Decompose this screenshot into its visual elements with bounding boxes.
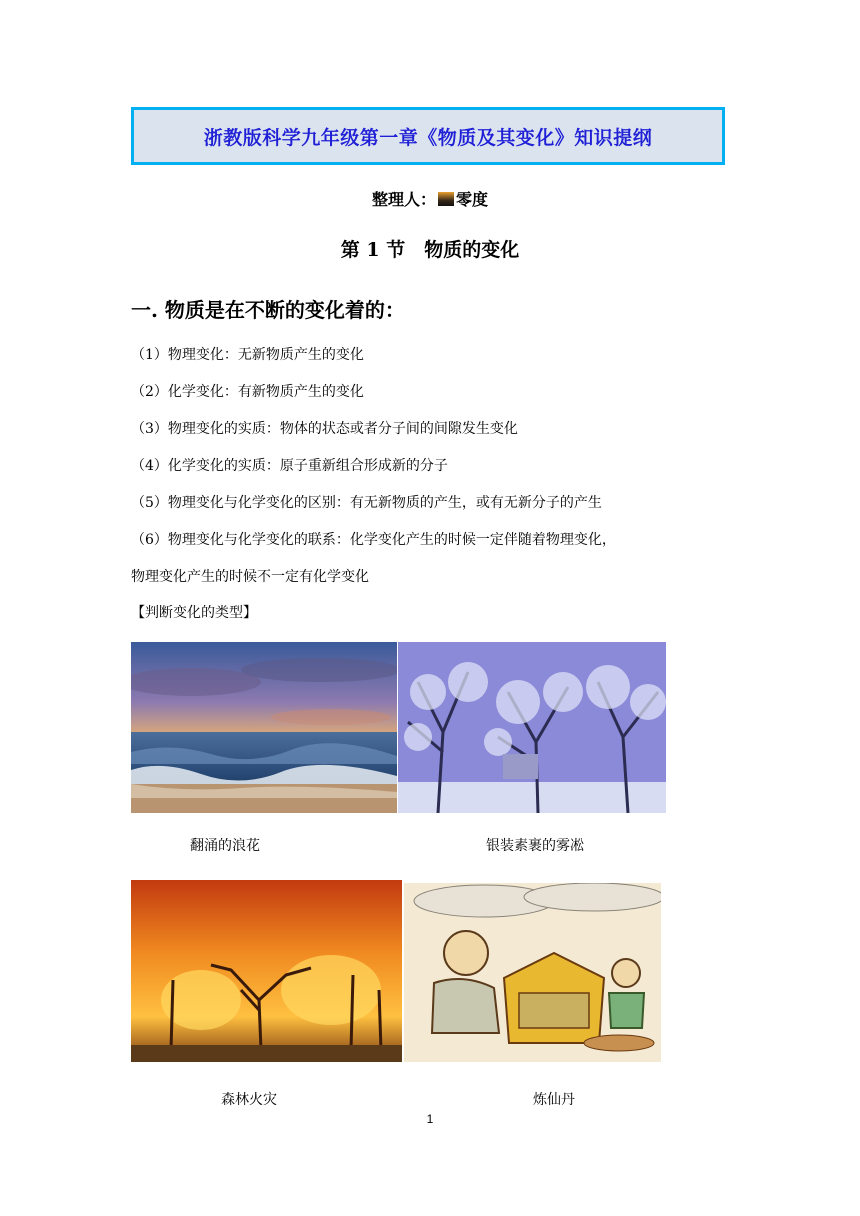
title-box (131, 107, 725, 165)
caption-waves: 翻涌的浪花 (190, 838, 260, 854)
snowy-trees-icon (398, 642, 666, 813)
document-title: 浙教版科学九年级第一章《物质及其变化》知识提纲 (203, 126, 653, 149)
alchemy-image (404, 883, 661, 1062)
author-name: 零度 (456, 190, 489, 209)
list-item: （2）化学变化：有新物质产生的变化 (131, 384, 364, 400)
author-label: 整理人： (371, 190, 436, 209)
snowy-trees-image (398, 642, 666, 813)
section-title: 第 1 节 物质的变化 (340, 239, 520, 261)
section-tag: 【判断变化的类型】 (131, 605, 257, 621)
list-item: （6）物理变化与化学变化的联系：化学变化产生的时候一定伴随着物理变化， (131, 532, 616, 548)
list-item: （3）物理变化的实质：物体的状态或者分子间的间隙发生变化 (131, 421, 518, 437)
alchemy-cartoon-icon (404, 883, 661, 1062)
caption-rime: 银装素裹的雾凇 (486, 838, 584, 854)
heading: 一. 物质是在不断的变化着的： (131, 298, 405, 322)
list-item: （1）物理变化：无新物质产生的变化 (131, 347, 364, 363)
ocean-waves-icon (131, 642, 397, 813)
caption-fire: 森林火灾 (221, 1092, 277, 1108)
ocean-waves-image (131, 642, 397, 813)
page-number: 1 (426, 1112, 434, 1126)
author-avatar-icon (438, 192, 454, 206)
forest-fire-icon (131, 880, 402, 1062)
list-item: （4）化学变化的实质：原子重新组合形成新的分子 (131, 458, 448, 474)
author-line (0, 187, 860, 210)
list-item: 物理变化产生的时候不一定有化学变化 (131, 569, 369, 585)
list-item: （5）物理变化与化学变化的区别：有无新物质的产生，或有无新分子的产生 (131, 495, 602, 511)
forest-fire-image (131, 880, 402, 1062)
caption-alchemy: 炼仙丹 (533, 1092, 575, 1108)
